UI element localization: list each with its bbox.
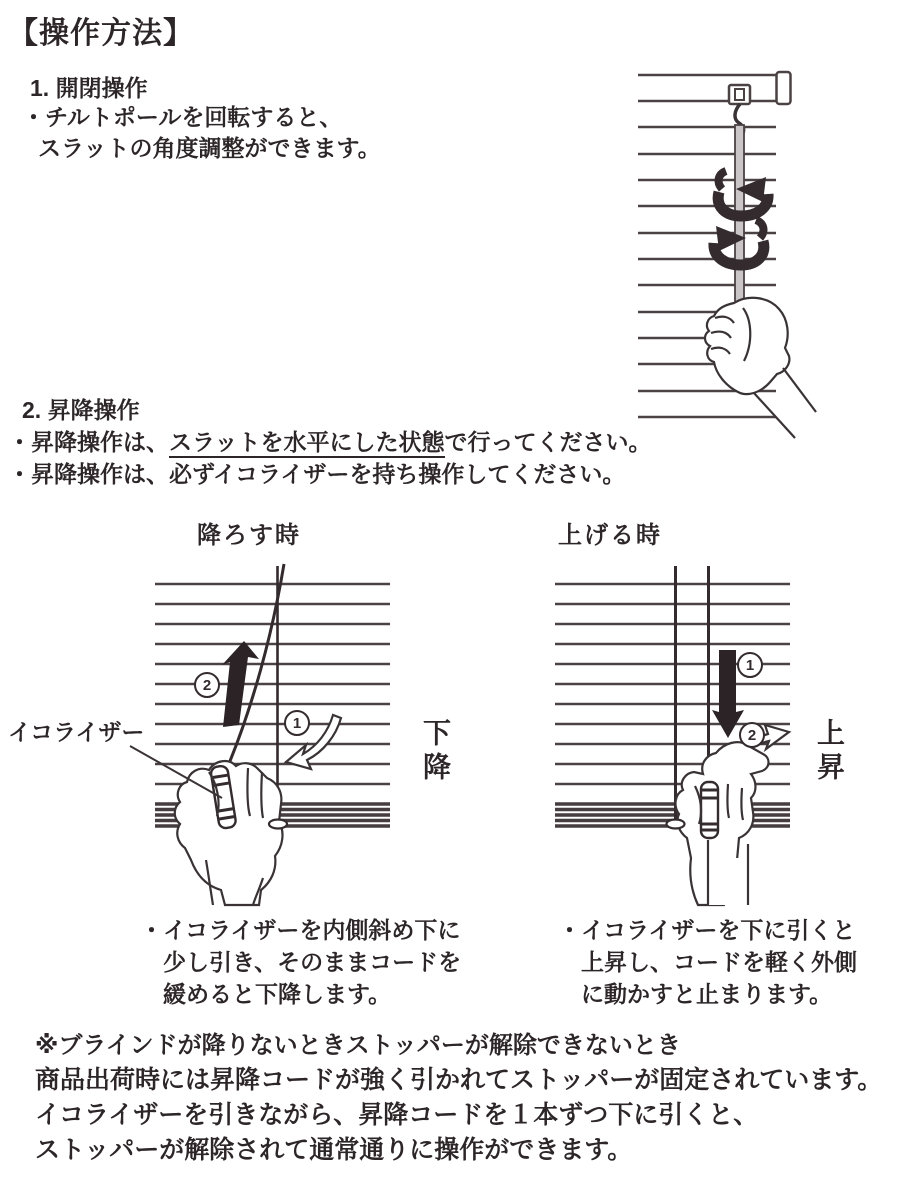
lower-step1-badge: 1 — [284, 710, 310, 736]
raise-step1-badge: 1 — [737, 652, 763, 678]
note-line2: イコライザーを引きながら、昇降コードを１本ずつ下に引くと、 — [35, 1101, 759, 1129]
lower-caption-line3: 緩めると下降します。 — [163, 981, 392, 1007]
raise-caption-line1: ・イコライザーを下に引くと — [558, 917, 856, 943]
hand-holding-equalizer — [175, 761, 283, 905]
raise-step2-badge: 2 — [739, 722, 765, 748]
note-line1: 商品出荷時には昇降コードが強く引かれてストッパーが固定されています。 — [35, 1066, 883, 1094]
raise-diagram-title: 上げる時 — [558, 522, 662, 549]
section2-line2: ・昇降操作は、必ずイコライザーを持ち操作してください。 — [8, 461, 626, 487]
equalizer — [701, 782, 718, 838]
lower-caption-line1: ・イコライザーを内側斜め下に — [140, 917, 461, 943]
raise-caption — [558, 914, 857, 1010]
lower-caption — [140, 914, 461, 1010]
equalizer-label: イコライザー — [8, 719, 145, 745]
section2-line1-pre: ・昇降操作は、 — [8, 429, 169, 455]
cord-end-stopper — [269, 820, 287, 829]
raise-result-label: 上昇 — [814, 718, 845, 786]
lower-caption-line2: 少し引き、そのままコードを — [163, 949, 462, 975]
lower-result-label: 下降 — [420, 718, 451, 786]
blind-slats — [155, 584, 390, 784]
cord-end-stopper — [667, 820, 685, 829]
section1-line2: スラットの角度調整ができます。 — [38, 135, 381, 161]
note-line3: ストッパーが解除されて通常通りに操作ができます。 — [35, 1136, 633, 1164]
section1-line1: ・チルトポールを回転すると、 — [22, 104, 343, 130]
lower-step2-badge: 2 — [194, 672, 220, 698]
section2-line1-underlined: スラットを水平にした状態 — [169, 429, 445, 458]
section2-heading: 2. 昇降操作 — [22, 397, 140, 423]
note-heading: ※ブラインドが降りないときストッパーが解除できないとき — [35, 1032, 681, 1059]
page-title: 【操作方法】 — [8, 17, 194, 50]
troubleshooting-note — [35, 1028, 882, 1168]
raise-caption-line2: 上昇し、コードを軽く外側 — [581, 949, 857, 975]
section1-heading: 1. 開閉操作 — [30, 75, 148, 101]
section2-line1-post: で行ってください。 — [444, 429, 652, 455]
lower-diagram-title: 降ろす時 — [197, 522, 301, 549]
raise-caption-line3: に動かすと止まります。 — [581, 981, 833, 1007]
headrail-bracket — [777, 72, 791, 104]
tilt-pole-diagram — [630, 65, 830, 440]
hand-holding-equalizer — [676, 742, 769, 905]
section2-line1 — [8, 424, 652, 457]
